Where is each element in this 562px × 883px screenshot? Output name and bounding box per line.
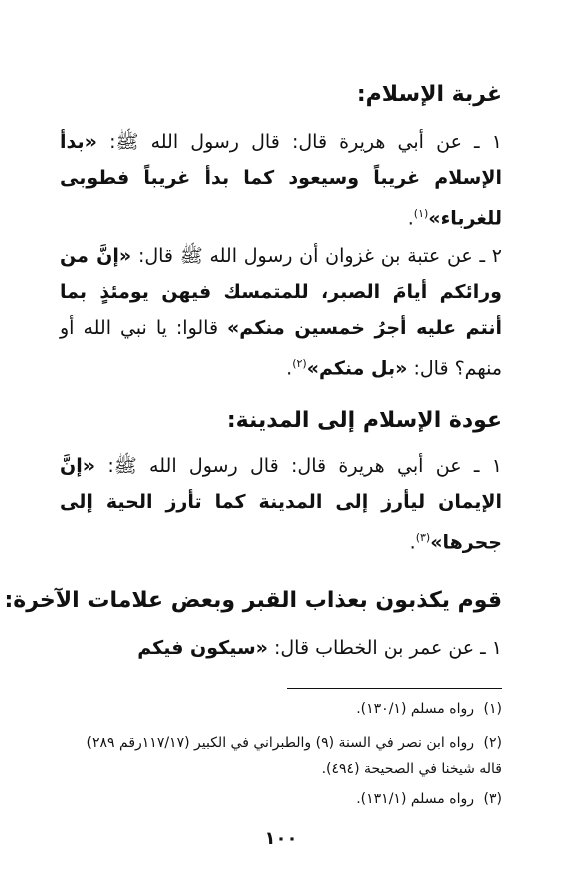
hadith-quote: «بدأ الإسلام غريباً وسيعود كما بدأ غريباً فطوبى للغرباء»: [60, 131, 502, 230]
hadith-dialogue: قالوا: يا نبي الله أو منهم؟ قال:: [60, 317, 502, 380]
hadith-quote: «سيكون فيكم: [137, 637, 268, 659]
footnote-ref: (٢): [292, 357, 307, 370]
hadith-intro: ١ ـ عن عمر بن الخطاب قال:: [267, 637, 502, 659]
hadith-quote: «إنَّ من ورائكم أيامَ الصبر، للمتمسك فيهن يومئذٍ بما أنتم عليه أجرُ خمسين منكم»: [60, 245, 502, 339]
sentence-end: .: [407, 207, 414, 230]
hadith-intro: ٢ ـ عن عتبة بن غزوان أن رسول الله ﷺ قال:: [137, 245, 503, 267]
hadith-intro: ١ ـ عن أبي هريرة قال: قال رسول الله ﷺ:: [109, 131, 502, 153]
footnote-ref: (٣): [415, 531, 431, 544]
hadith-1-1: [60, 124, 502, 236]
hadith-3-1: [60, 630, 502, 666]
footnote-text: رواه مسلم (١٣١/١).: [356, 791, 474, 807]
footnote-number: (٢): [483, 735, 502, 751]
footnote-ref: (١): [413, 207, 429, 220]
footnote-2: [60, 730, 502, 782]
section-heading-1: غربة الإسلام:: [356, 82, 502, 107]
section-heading-3: قوم يكذبون بعذاب القبر وبعض علامات الآخرة:: [4, 588, 502, 613]
footnote-1: [60, 696, 502, 722]
hadith-quote-2: «بل منكم»: [306, 357, 408, 380]
sentence-end: .: [286, 357, 293, 380]
footnote-text: رواه ابن نصر في السنة (٩) والطبراني في الكبير (١١٧/١٧رقم ٢٨٩) قاله شيخنا في الصحيحة (٤٩٤).: [86, 735, 502, 777]
sentence-end: .: [409, 531, 416, 554]
section-heading-2: عودة الإسلام إلى المدينة:: [226, 408, 502, 433]
hadith-2-1: [60, 448, 502, 560]
footnote-number: (١): [483, 701, 502, 717]
footnote-number: (٣): [483, 791, 502, 807]
page-number: ١٠٠: [264, 828, 298, 849]
footnote-separator: [287, 688, 502, 689]
footnote-3: [60, 786, 502, 812]
hadith-intro: ١ ـ عن أبي هريرة قال: قال رسول الله ﷺ:: [107, 455, 502, 477]
hadith-quote: «إنَّ الإيمان ليأرز إلى المدينة كما تأرز الحية إلى جحرها»: [60, 455, 502, 554]
hadith-1-2: [60, 238, 502, 386]
footnote-text: رواه مسلم (١٣٠/١).: [356, 701, 474, 717]
